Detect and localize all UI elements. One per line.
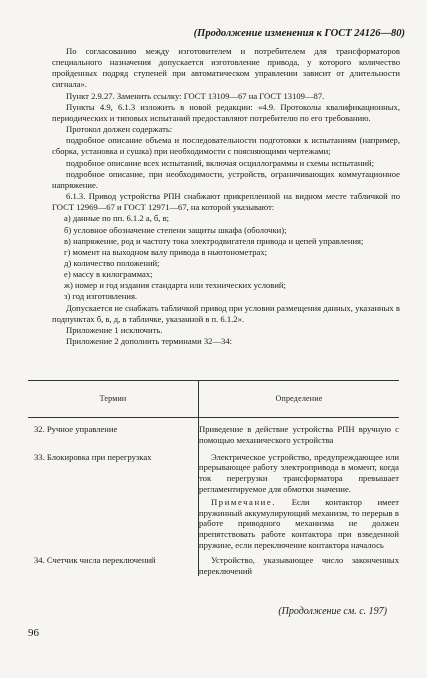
term-cell: 33. Блокировка при перегрузках	[34, 451, 152, 462]
page-number: 96	[28, 627, 39, 639]
paragraph: По согласованию между изготовителем и потребителем для трансформаторов специального назначения допускается изготовление привода, у которого количество пройденных подряд ступеней при автоматическом управлении зависит от длительности сигнала».	[52, 46, 400, 90]
body-text	[52, 46, 400, 347]
list-item: ж) номер и год издания стандарта или технических условий;	[64, 280, 286, 291]
paragraph: подробное описание, при необходимости, устройств, ограничивающих коммутационное напряжение.	[52, 168, 400, 190]
definition-cell: Устройство, указывающее число законченных переключений	[199, 554, 399, 576]
paragraph: Пункты 4.9, 6.1.3 изложить в новой редакции: «4.9. Протоколы квалификационных, периодических и типовых испытаний предоставляют потребителю по его требованию.	[52, 101, 400, 123]
term-cell: 32. Ручное управление	[34, 424, 118, 434]
paragraph: Протокол должен содержать:	[66, 124, 173, 135]
note-title: Примечание.	[211, 496, 277, 507]
terms-table	[28, 380, 399, 576]
list-item: а) данные по пп. 6.1.2 а, б, в;	[64, 213, 170, 224]
paragraph: Приложение 1 исключить.	[66, 324, 163, 335]
list-item: з) год изготовления.	[64, 291, 138, 302]
definition-cell: Приведение в действие устройства РПН вручную с помощью механического устройства	[199, 424, 399, 445]
definition-cell: Электрическое устройство, предупреждающее или прерывающее работу электропривода в момент, когда ток перегрузки трансформатора превышает регламентируемое для обмотки значение.	[199, 451, 399, 494]
table-row	[28, 452, 399, 551]
paragraph: подробное описание всех испытаний, включая осциллограммы и схемы испытаний;	[66, 157, 375, 168]
list-item: в) напряжение, род и частоту тока электродвигателя привода и цепей управления;	[64, 235, 364, 246]
continuation-footer: (Продолжение см. с. 197)	[278, 606, 387, 617]
note-block	[199, 497, 399, 551]
note-text: Если контактор имеет пружинный аккумулирующий механизм, то перерыв в работе приводного механизма не должен препятствовать работе контактора при взведенной пружине, если переключение контактора началось	[199, 496, 399, 550]
list-item: б) условное обозначение степени защиты шкафа (оболочки);	[64, 224, 287, 235]
list-item: г) момент на выходном валу привода в ньютонометрах;	[64, 246, 268, 257]
column-header-definition: Определение	[199, 381, 400, 418]
table-row	[28, 418, 399, 452]
list-item: д) количество положений;	[64, 257, 160, 268]
paragraph: подробное описание объема и последовательности подготовки к испытаниям (например, сборка, установка и сушка) при необходимости с поясняющими чертежами;	[52, 135, 400, 157]
term-cell: 34. Счетчик числа переключений	[34, 554, 156, 565]
list-item: е) массу в килограммах;	[64, 269, 153, 280]
continuation-header: (Продолжение изменения к ГОСТ 24126—80)	[193, 28, 405, 39]
paragraph: Пункт 2.9.27. Заменить ссылку: ГОСТ 13109—67 на ГОСТ 13109—87.	[66, 90, 325, 101]
paragraph: 6.1.3. Привод устройства РПН снабжают прикрепленной на видном месте табличкой по ГОСТ 12969—67 и ГОСТ 12971—67, на которой указывают:	[52, 191, 400, 213]
paragraph: Допускается не снабжать табличкой привод при условии размещения данных, указанных в подпунктах б, в, д, в табличке, указанной в п. 6.1.2».	[52, 302, 400, 324]
paragraph: Приложение 2 дополнить терминами 32—34:	[66, 336, 233, 347]
table-header-row	[28, 381, 399, 418]
table-row	[28, 551, 399, 577]
column-header-term: Термин	[28, 381, 199, 418]
